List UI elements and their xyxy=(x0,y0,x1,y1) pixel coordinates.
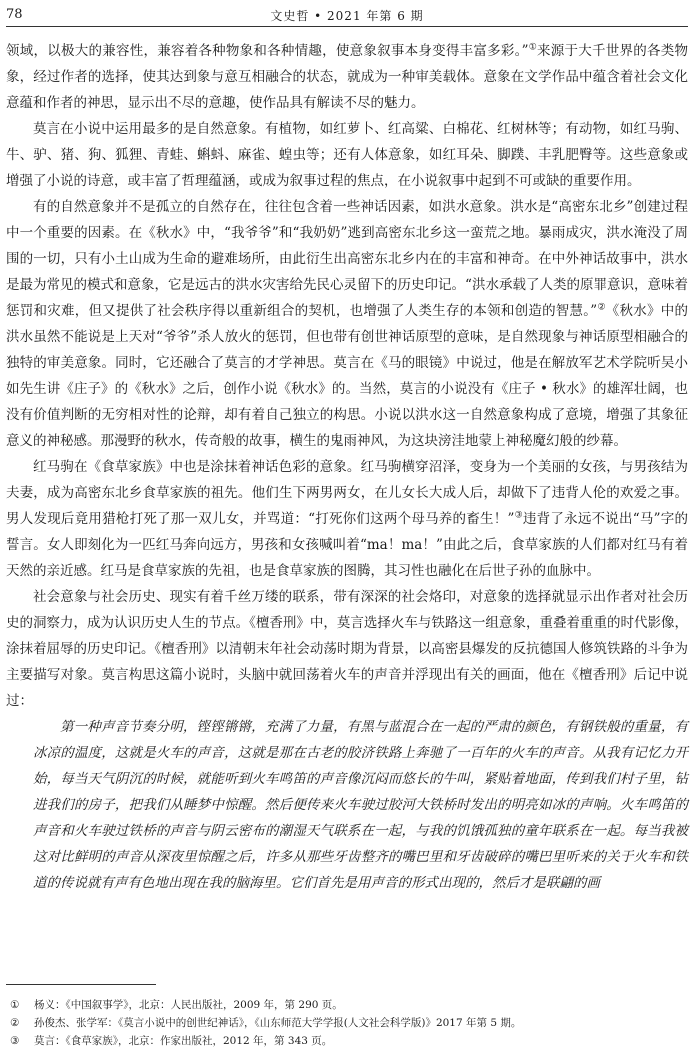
block-quote: 第一种声音节奏分明，铿铿锵锵，充满了力量，有黑与蓝混合在一起的严肃的颜色，有钢铁般的重量，有冰凉的温度，这就是火车的声音，这就是那在古老的胶济铁路上奔驰了一百年的火车的声音。从我有记忆力开始，每当天气阴沉的时候，就能听到火车鸣笛的声音像沉闷而悠长的牛叫，紧贴着地面，传到我们村子里，钻进我们的房子，把我们从睡梦中惊醒。然后便传来火车驶过胶河大铁桥时发出的明亮如冰的声响。火车鸣笛的声音和火车驶过铁桥的声音与阴云密布的潮湿天气联系在一起，与我的饥饿孤独的童年联系在一起。每当我被这对比鲜明的声音从深夜里惊醒之后，许多从那些牙齿整齐的嘴巴里和牙齿破碎的嘴巴里听来的关于火车和铁道的传说就有声有色地出现在我的脑海里。它们首先是用声音的形式出现的，然后才是联翩的画 xyxy=(33,719,688,891)
footnote-ref[interactable]: ③ xyxy=(514,510,523,521)
footnote-mark: ② xyxy=(10,1017,20,1029)
footnote-ref[interactable]: ② xyxy=(597,302,606,313)
journal-title: 文史哲 • 2021 年第 6 期 xyxy=(270,9,424,23)
footnote-divider xyxy=(6,984,156,985)
paragraph: 社会意象与社会历史、现实有着千丝万缕的联系，带有深深的社会烙印，对意象的选择就显示出作者对社会历史的洞察力，成为认识历史人生的节点。《檀香刑》中，莫言选择火车与铁路这一组意象，重叠着重重的时代影像，涂抹着屈辱的历史印记。《檀香刑》以清朝末年社会动荡时期为背景，以高密县爆发的反抗德国人修筑铁路的斗争为主要描写对象。莫言构思这篇小说时，头脑中就回荡着火车的声音并浮现出有关的画面，他在《檀香刑》后记中说过： xyxy=(6,589,688,709)
page-number: 78 xyxy=(6,7,23,22)
footnotes xyxy=(6,996,688,1050)
footnote-mark: ③ xyxy=(10,1035,20,1047)
footnote: ③ 莫言：《食草家族》，北京：作家出版社，2012 年，第 343 页。 xyxy=(6,1032,688,1050)
paragraph: 有的自然意象并不是孤立的自然存在，往往包含着一些神话因素，如洪水意象。洪水是“高密东北乡”创建过程中一个重要的因素。在《秋水》中，“我爷爷”和“我奶奶”逃到高密东北乡这一蛮荒之地。暴雨成灾，洪水淹没了周围的一切，只有小土山成为生命的避难场所，由此衍生出高密东北乡内在的丰富和神奇。在中外神话故事中，洪水是最为常见的模式和意象，它是远古的洪水灾害给先民心灵留下的历史印记。“洪水承载了人类的原罪意识，意味着惩罚和灾难，但又提供了社会秩序得以重新组合的契机，也增强了人类生存的本领和创造的智慧。”②《秋水》中的洪水虽然不能说是上天对“爷爷”杀人放火的惩罚，但也带有创世神话原型的意味，是自然现象与神话原型相融合的独特的审美意象。同时，它还融合了莫言的才学神思。莫言在《马的眼镜》中说过，他是在解放军艺术学院听吴小如先生讲《庄子》的《秋水》之后，创作小说《秋水》的。当然，莫言的小说没有《庄子 • 秋水》的雄浑壮阔，也没有价值判断的无穷相对性的论辩，却有着自己独立的构思。小说以洪水这一自然意象构成了意境，增强了其象征意义的神秘感。那漫野的秋水，传奇般的故事，横生的鬼雨神风，为这块滂洼地蒙上神秘魔幻般的纱幕。 xyxy=(6,199,688,449)
footnote: ② 孙俊杰、张学军：《莫言小说中的创世纪神话》，《山东师范大学学报(人文社会科学版)》2017 年第 5 期。 xyxy=(6,1014,688,1032)
footnote-ref[interactable]: ① xyxy=(528,42,538,53)
paragraph: 领域，以极大的兼容性，兼容着各种物象和各种情趣，使意象叙事本身变得丰富多彩。”①来源于大千世界的各类物象，经过作者的选择，使其达到象与意互相融合的状态，就成为一种审美载体。意象在文学作品中蕴含着社会文化意蕴和作者的神思，显示出不尽的意趣，使作品具有解读不尽的魅力。 xyxy=(6,42,689,111)
running-header xyxy=(6,4,688,27)
paragraph: 莫言在小说中运用最多的是自然意象。有植物，如红萝卜、红高粱、白棉花、红树林等；有动物，如红马驹、牛、驴、猪、狗、狐狸、青蛙、蝌蚪、麻雀、蝗虫等；还有人体意象，如红耳朵、脚蹼、丰乳肥臀等。这些意象或增强了小说的诗意，或丰富了哲理蕴涵，或成为叙事过程的焦点，在小说叙事中起到不可或缺的重要作用。 xyxy=(6,121,688,189)
paragraph: 红马驹在《食草家族》中也是涂抹着神话色彩的意象。红马驹横穿沼泽，变身为一个美丽的女孩，与男孩结为夫妻，成为高密东北乡食草家族的祖先。他们生下两男两女，在儿女长大成人后，却做下了违背人伦的欢爱之事。男人发现后竟用猎枪打死了那一双儿女，并骂道：“打死你们这两个母马养的畜生！”③违背了永远不说出“马”字的誓言。女人即刻化为一匹红马奔向远方，男孩和女孩喊叫着“ma！ma！”由此之后，食草家族的人们都对红马有着天然的亲近感。红马是食草家族的先祖，也是食草家族的图腾，其习性也融化在后世子孙的血脉中。 xyxy=(6,459,688,579)
footnote-mark: ① xyxy=(10,999,20,1011)
article-body xyxy=(6,38,688,896)
footnote: ① 杨义：《中国叙事学》，北京：人民出版社，2009 年，第 290 页。 xyxy=(6,996,688,1014)
